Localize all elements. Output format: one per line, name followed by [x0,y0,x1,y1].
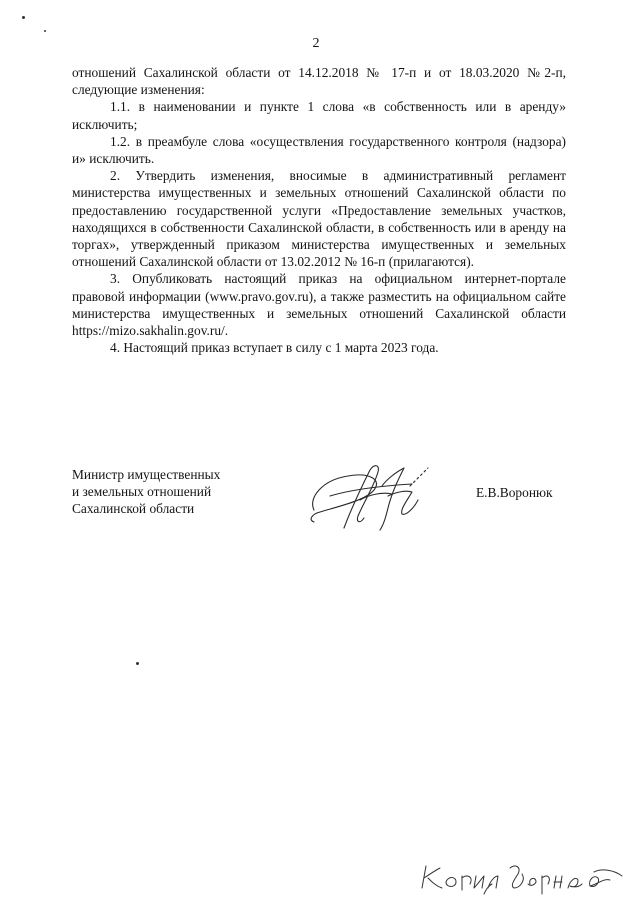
paragraph-item-4: 4. Настоящий приказ вступает в силу с 1 марта 2023 года. [110,340,439,356]
document-body [72,64,566,356]
signatory-name: Е.В.Воронюк [476,485,553,500]
signatory-title-line: и земельных отношений [72,484,212,500]
paragraph-item-2: 2. Утвердить изменения, вносимые в административный регламент министерства имущественных и земельных отношений Сахалинской области по предоставлению государственной услуги «Предоставление земельных участков, находящихся в собственности Сахалинской области, в собственность или в аренду на торгах», утвержденный приказом министерства имущественных и земельных отношений Сахалинской области от 13.02.2012 № 16-п (прилагаются). [72,168,566,270]
signatory-title [72,466,220,518]
page-number: 2 [312,36,320,51]
paragraph-item-1-2: 1.2. в преамбуле слова «осуществления государственного контроля (надзора) и» исключить. [72,133,566,167]
signatory-title-line: Министр имущественных [72,467,221,482]
handwritten-signature [300,450,450,540]
scan-speck [44,30,46,32]
paragraph-continuation: отношений Сахалинской области от 14.12.2018 № 17-п и от 18.03.2020 №2-п, следующие изменения: [72,65,566,98]
scan-speck [136,662,139,665]
scan-speck [22,16,25,19]
handwritten-copy-note [418,858,628,898]
paragraph-item-1-1: 1.1. в наименовании и пункте 1 слова «в собственность или в аренду» исключить; [72,99,566,132]
paragraph-item-3: 3. Опубликовать настоящий приказ на официальном интернет-портале правовой информации (www.pravo.gov.ru), а также разместить на официальном сайте министерства имущественных и земельных отношений Сахалинской области https://mizo.sakhalin.gov.ru/. [72,271,566,339]
signatory-title-line: Сахалинской области [72,501,195,517]
